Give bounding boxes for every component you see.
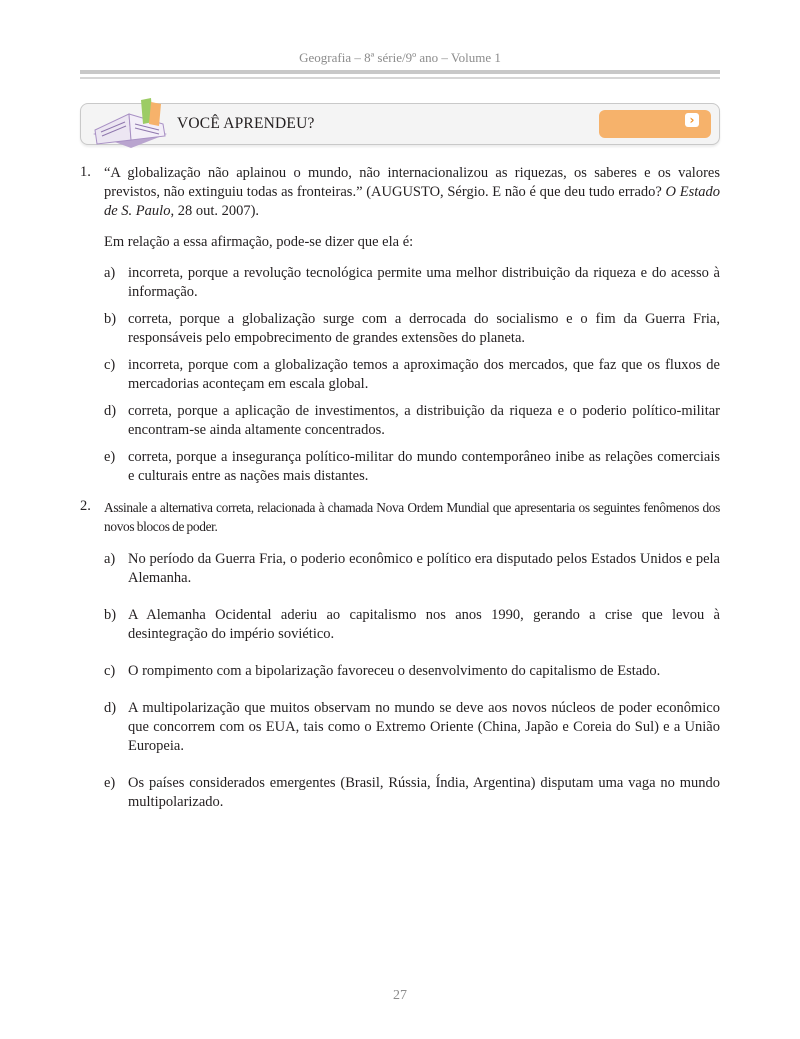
- stem-text: “A globalização não aplainou o mundo, não internacionalizou as riquezas, os saberes e os valores previstos, não extinguiu todas as fronteiras.” (AUGUSTO, Sérgio. E não é que deu tudo errado?: [104, 165, 720, 200]
- question-intro: Em relação a essa afirmação, pode-se dizer que ela é:: [104, 234, 414, 250]
- answer-option[interactable]: [104, 662, 720, 681]
- answer-option[interactable]: [104, 402, 720, 440]
- option-text: O rompimento com a bipolarização favoreceu o desenvolvimento do capitalismo de Estado.: [128, 663, 661, 679]
- open-book-icon: [89, 94, 171, 148]
- option-letter: a): [104, 265, 116, 281]
- option-letter: c): [104, 357, 116, 373]
- option-text: correta, porque a aplicação de investimentos, a distribuição da riqueza e o poderio político-militar encontram-se ainda altamente concentrados.: [128, 403, 720, 438]
- option-text: A Alemanha Ocidental aderiu ao capitalismo nos anos 1990, gerando a crise que levou à desintegração do império soviético.: [128, 607, 720, 642]
- page-number: 27: [393, 988, 407, 1003]
- question-stem: [104, 164, 720, 221]
- answer-option[interactable]: [104, 699, 720, 756]
- option-text: incorreta, porque com a globalização temos a aproximação dos mercados, que faz que os fluxos de mercadorias aconteçam em escala global.: [128, 357, 720, 392]
- option-text: incorreta, porque a revolução tecnológica permite uma melhor distribuição da riqueza e do acesso à informação.: [128, 265, 720, 300]
- answer-option[interactable]: [104, 774, 720, 812]
- option-letter: e): [104, 775, 116, 791]
- option-letter: d): [104, 403, 117, 419]
- answer-option[interactable]: [104, 264, 720, 302]
- option-text: correta, porque a globalização surge com a derrocada do socialismo e o fim da Guerra Fria, responsáveis pelo empobrecimento de grandes extensões do planeta.: [128, 311, 720, 346]
- question-number: 1.: [80, 164, 91, 180]
- header-rule-secondary: [80, 77, 720, 79]
- question-1: [80, 164, 720, 486]
- option-letter: c): [104, 663, 116, 679]
- option-text: Os países considerados emergentes (Brasil, Rússia, Índia, Argentina) disputam uma vaga no mundo multipolarizado.: [128, 775, 720, 810]
- running-header: Geografia – 8ª série/9º ano – Volume 1: [299, 50, 501, 65]
- source-title: O Estado de S. Paulo: [104, 184, 720, 219]
- option-letter: e): [104, 449, 116, 465]
- option-text: No período da Guerra Fria, o poderio econômico e político era disputado pelos Estados Unidos e pela Alemanha.: [128, 551, 720, 586]
- question-2: [80, 498, 720, 812]
- option-letter: b): [104, 311, 117, 327]
- answer-option[interactable]: [104, 550, 720, 588]
- answer-option[interactable]: [104, 310, 720, 348]
- answer-option[interactable]: [104, 448, 720, 486]
- option-text: A multipolarização que muitos observam no mundo se deve aos novos núcleos de poder econômico que concorrem com os EUA, tais como o Extremo Oriente (China, Japão e Coreia do Sul) e a União Europeia.: [128, 700, 720, 754]
- section-title: VOCÊ APRENDEU?: [177, 115, 315, 132]
- section-banner: [80, 103, 720, 145]
- chevron-right-icon: ›: [685, 113, 699, 127]
- question-number: 2.: [80, 498, 91, 514]
- question-stem: Assinale a alternativa correta, relacionada à chamada Nova Ordem Mundial que apresentaria os seguintes fenômenos dos novos blocos de poder.: [104, 500, 720, 534]
- answer-option[interactable]: [104, 606, 720, 644]
- answer-option[interactable]: [104, 356, 720, 394]
- option-letter: b): [104, 607, 117, 623]
- option-letter: d): [104, 700, 117, 716]
- source-date: , 28 out. 2007).: [170, 203, 260, 219]
- option-text: correta, porque a insegurança político-militar do mundo contemporâneo inibe as relações comerciais e culturais entre as nações mais distantes.: [128, 449, 720, 484]
- option-letter: a): [104, 551, 116, 567]
- header-rule: [80, 70, 720, 74]
